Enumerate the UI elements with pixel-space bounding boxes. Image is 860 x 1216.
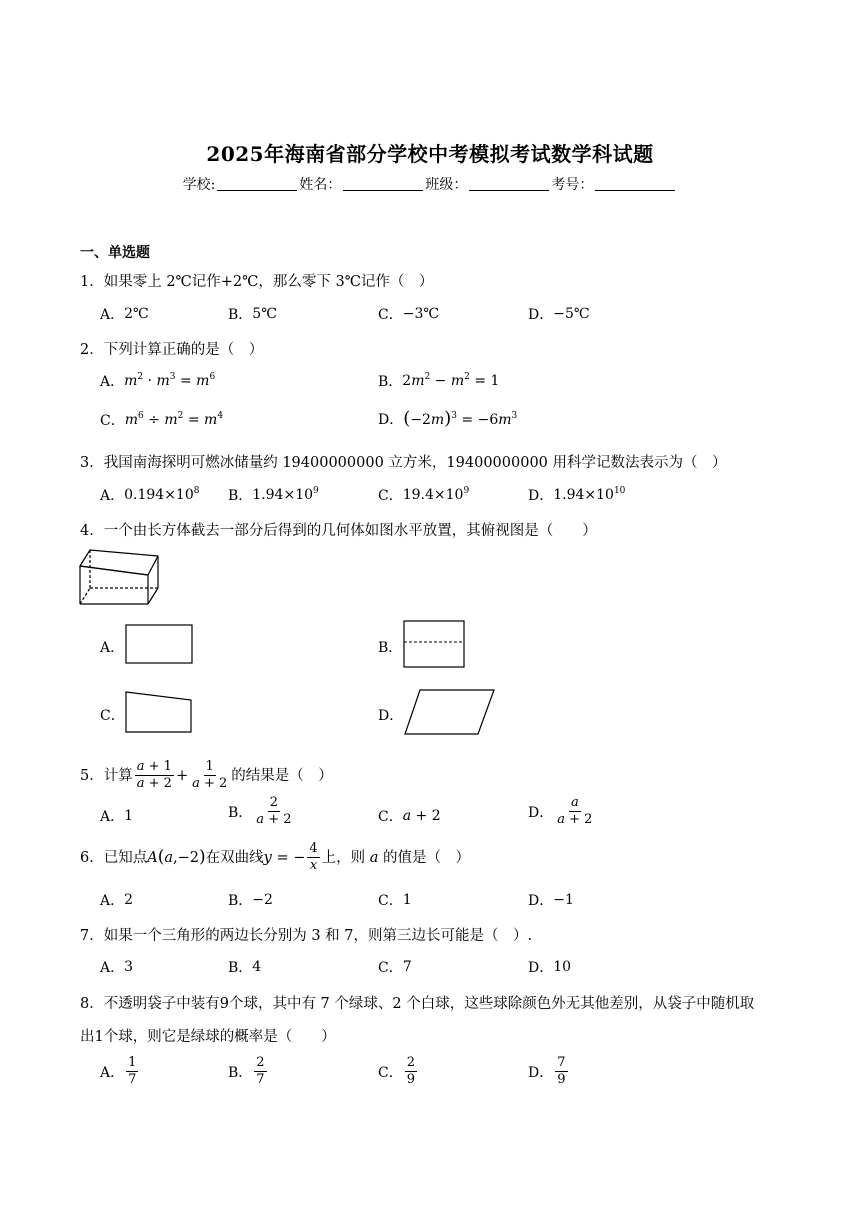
q4-option-a-label: A． bbox=[100, 640, 125, 656]
q7-option-d: D．10 bbox=[528, 959, 572, 976]
q4-stem: 4．一个由长方体截去一部分后得到的几何体如图水平放置，其俯视图是（ ） bbox=[80, 523, 597, 539]
student-info-line bbox=[0, 174, 860, 194]
q6-option-d: D．−1 bbox=[528, 892, 574, 909]
class-blank bbox=[469, 176, 549, 191]
q7-option-b: B．4 bbox=[228, 959, 262, 976]
q3-option-a: A．$0.194\times 10^8$ bbox=[100, 486, 200, 504]
q8-option-a: A． $\frac{1}{7}$ bbox=[100, 1055, 137, 1088]
q3-option-b: B．$1.94\times 10^9$ bbox=[228, 486, 319, 504]
q6-stem: 6．已知点A(a,−2)在双曲线y = − $\frac{4}{x}$ 上，则 a 的值是（ ） bbox=[80, 841, 471, 874]
q1-stem: 1．如果零上 2℃记作+2℃，那么零下 3℃记作（ ） bbox=[80, 274, 434, 290]
q4-option-b-figure bbox=[403, 620, 467, 670]
q3-option-c: C．$19.4\times 10^9$ bbox=[378, 486, 470, 504]
q5-option-b: B． $\frac{2}{a + 2}$ bbox=[228, 795, 292, 828]
q5-stem: 5．计算 $\frac{a + 1}{a + 2}$ + $\frac{1}{a + 2}$ 的结果是（ ） bbox=[80, 759, 333, 792]
name-blank bbox=[343, 176, 423, 191]
q4-option-a-figure bbox=[125, 624, 195, 666]
q5-option-c: C．a + 2 bbox=[378, 808, 441, 825]
q8-option-c: C． $\frac{2}{9}$ bbox=[378, 1055, 415, 1088]
q1-option-b: B．5℃ bbox=[228, 306, 277, 323]
q4-option-d-label: D． bbox=[378, 708, 404, 724]
exam-no-label: 考号： bbox=[551, 177, 594, 193]
q1-option-c: C．−3℃ bbox=[378, 306, 440, 323]
name-label: 姓名： bbox=[299, 177, 342, 193]
school-blank bbox=[217, 176, 297, 191]
q6-option-b: B．−2 bbox=[228, 892, 273, 909]
q2-option-c: C．$m^6 \div m^2 = m^4$ bbox=[100, 411, 224, 429]
q2-option-b: B．$2m^2 - m^2 = 1$ bbox=[378, 372, 500, 390]
q7-option-a: A．3 bbox=[100, 959, 134, 976]
q7-option-c: C．7 bbox=[378, 959, 412, 976]
q4-option-b-label: B． bbox=[378, 640, 403, 656]
q4-option-d-figure bbox=[404, 689, 496, 737]
q2-stem: 2．下列计算正确的是（ ） bbox=[80, 342, 264, 358]
school-label: 学校: bbox=[182, 177, 216, 193]
q8-stem-line1: 8．不透明袋子中装有9个球，其中有 7 个绿球、2 个白球，这些球除颜色外无其他差别，从袋子中随机取 bbox=[80, 996, 755, 1012]
q3-option-d: D．$1.94\times 10^{10}$ bbox=[528, 486, 626, 504]
class-label: 班级： bbox=[425, 177, 468, 193]
q1-option-a: A．2℃ bbox=[100, 306, 149, 323]
q7-stem: 7．如果一个三角形的两边长分别为 3 和 7，则第三边长可能是（ ）. bbox=[80, 928, 533, 944]
exam-no-blank bbox=[595, 176, 675, 191]
q3-stem: 3．我国南海探明可燃冰储量约 19400000000 立方米，19400000000 用科学记数法表示为（ ） bbox=[80, 455, 727, 471]
q8-stem-line2: 出1个球，则它是绿球的概率是（ ） bbox=[80, 1029, 336, 1045]
q8-option-d: D． $\frac{7}{9}$ bbox=[528, 1055, 566, 1088]
q8-option-b: B． $\frac{2}{7}$ bbox=[228, 1055, 265, 1088]
q1-option-d: D．−5℃ bbox=[528, 306, 590, 323]
q5-option-d: D． $\frac{a}{a + 2}$ bbox=[528, 795, 593, 828]
q5-option-a: A．1 bbox=[100, 808, 134, 825]
q4-option-c-figure bbox=[125, 691, 195, 735]
q6-option-c: C．1 bbox=[378, 892, 412, 909]
q4-option-c-label: C． bbox=[100, 708, 125, 724]
section-heading: 一、单选题 bbox=[80, 245, 150, 261]
q6-option-a: A．2 bbox=[100, 892, 134, 909]
q2-option-d: D．$(-2m)^3 = -6m^3$ bbox=[378, 408, 518, 429]
q4-solid-figure bbox=[78, 548, 160, 606]
q2-option-a: A．$m^2 \cdot m^3 = m^6$ bbox=[100, 372, 216, 390]
page-title: 2025年海南省部分学校中考模拟考试数学科试题 bbox=[206, 142, 654, 166]
